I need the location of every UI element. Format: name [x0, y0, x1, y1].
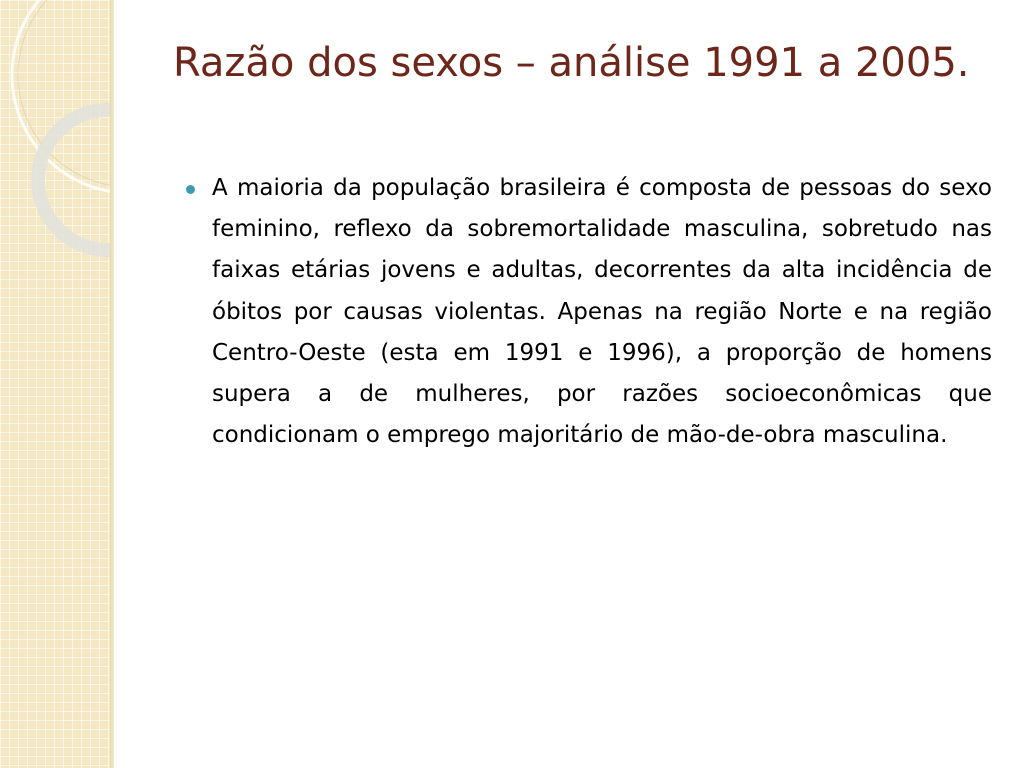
slide-content — [186, 168, 992, 456]
decorative-circles — [0, 0, 114, 260]
bullet-icon — [186, 185, 195, 194]
bullet-text: A maioria da população brasileira é composta de pessoas do sexo feminino, reflexo da sobremortalidade masculina, sobretudo nas faixas etárias jovens e adultas, decorrentes da alta incidência de óbitos por causas violentas. Apenas na região Norte e na região Centro-Oeste (esta em 1991 e 1996), a proporção de homens supera a de mulheres, por razões socioeconômicas que condicionam o emprego majoritário de mão-de-obra masculina. — [212, 175, 992, 449]
decorative-sidebar — [0, 0, 114, 768]
bullet-item — [186, 168, 992, 456]
slide-title: Razão dos sexos – análise 1991 a 2005. — [173, 40, 970, 86]
sidebar-edge — [110, 0, 114, 768]
